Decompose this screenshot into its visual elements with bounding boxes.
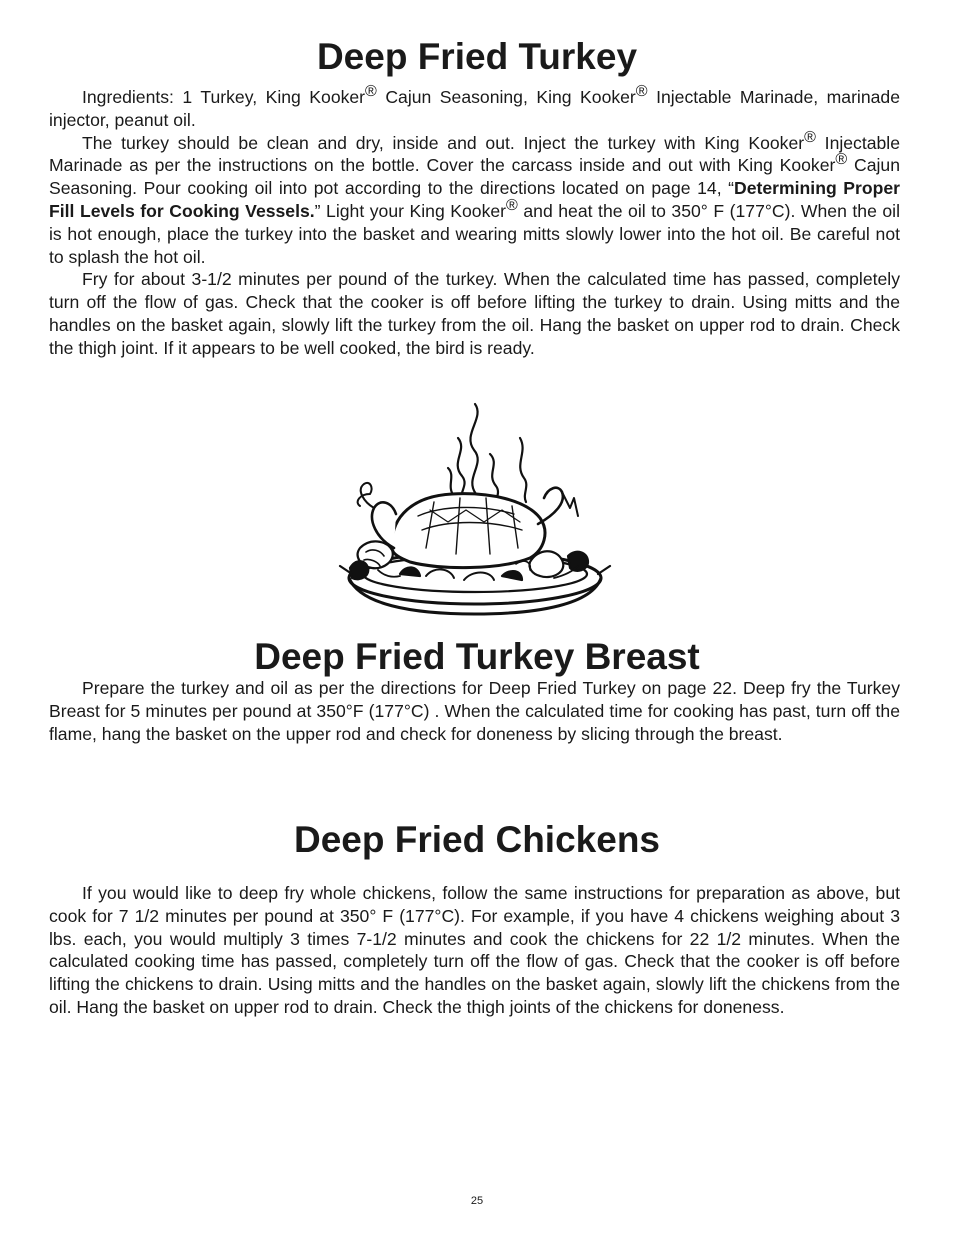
- registered-mark: ®: [804, 128, 816, 146]
- ingredients-paragraph: Ingredients: 1 Turkey, King Kooker® Cajun Seasoning, King Kooker® Injectable Marinade, marinade injector, peanut oil.: [49, 83, 900, 130]
- preparation-paragraph: The turkey should be clean and dry, inside and out. Inject the turkey with King Kooker® Injectable Marinade as per the instructions on the bottle. Cover the carcass inside and out with King Kooker® Cajun Seasoning. Pour cooking oil into pot according to the directions located on page 14, “Determining Proper Fill Levels for Cooking Vessels.” Light your King Kooker® and heat the oil to 350° F (177°C). When the oil is hot enough, place the turkey into the basket and wearing mitts slowly lower into the hot oil. Be careful not to splash the hot oil.: [49, 128, 901, 267]
- section-title-deep-fried-chickens: Deep Fried Chickens: [293, 819, 660, 860]
- turkey-instructions: [49, 83, 901, 360]
- page-number: 25: [470, 1195, 484, 1207]
- roast-turkey-platter-icon: [330, 398, 620, 620]
- fill-levels-reference: Determining Proper Fill Levels for Cooking Vessels.: [49, 178, 900, 221]
- turkey-breast-instructions: [49, 677, 900, 745]
- section-title-deep-fried-turkey: Deep Fried Turkey: [316, 36, 638, 77]
- breast-paragraph: Prepare the turkey and oil as per the directions for Deep Fried Turkey on page 22. Deep fry the Turkey Breast for 5 minutes per pound at 350°F (177°C) . When the calculated time for cooking has past, turn off the flame, hang the basket on the upper rod and check for doneness by slicing through the breast.: [49, 678, 900, 744]
- registered-mark: ®: [635, 83, 648, 100]
- section-title-deep-fried-turkey-breast: Deep Fried Turkey Breast: [254, 636, 700, 677]
- registered-mark: ®: [506, 196, 518, 214]
- chickens-instructions: [49, 882, 900, 1019]
- chickens-paragraph: If you would like to deep fry whole chickens, follow the same instructions for preparation as above, but cook for 7 1/2 minutes per pound at 350° F (177°C). For example, if you have 4 chickens weighing about 3 lbs. each, you would multiply 3 times 7-1/2 minutes and cook the chickens for 22 1/2 minutes. When the calculated cooking time has passed, completely turn off the flow of gas. Check that the cooker is off before lifting the chickens to drain. Using mitts and the handles on the basket again, slowly lift the chickens from the oil. Hang the basket on upper rod to drain. Check the thigh joints of the chickens for doneness.: [49, 883, 900, 1017]
- frying-paragraph: Fry for about 3-1/2 minutes per pound of the turkey. When the calculated time has passed, completely turn off the flow of gas. Check that the cooker is off before lifting the turkey to drain. Using mitts and the handles on the basket again, slowly lift the turkey from the oil. Hang the basket on upper rod to drain. Check the thigh joint. If it appears to be well cooked, the bird is ready.: [49, 269, 900, 358]
- registered-mark: ®: [365, 83, 377, 100]
- registered-mark: ®: [835, 151, 848, 169]
